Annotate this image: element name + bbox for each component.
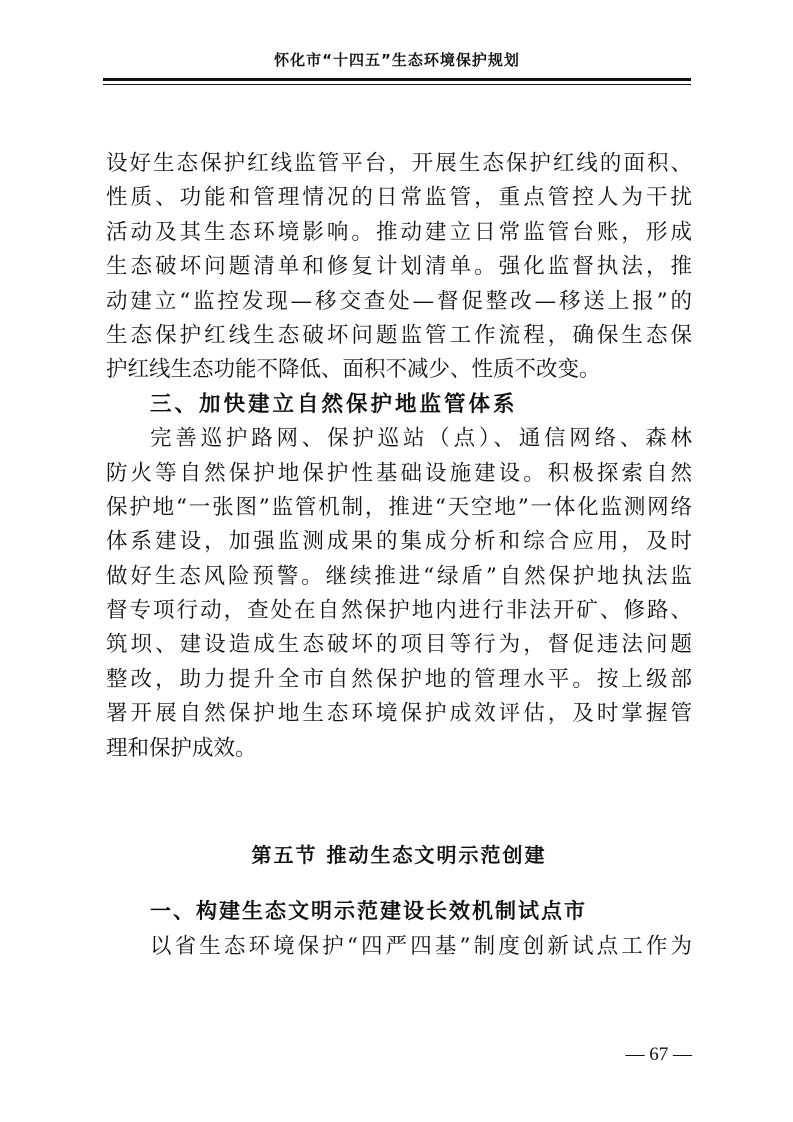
paragraph-line: 设好生态保护红线监管平台，开展生态保护红线的面积、 (106, 151, 692, 176)
paragraph-line: 防火等自然保护地保护性基础设施建设。积极探索自然 (106, 460, 692, 486)
paragraph-line: 生态保护红线生态破坏问题监管工作流程，确保生态保 (106, 322, 692, 348)
subsection-heading: 三、加快建立自然保护地监管体系 (150, 391, 518, 417)
paragraph-line: 做好生态风险预警。继续推进“绿盾”自然保护地执法监 (106, 563, 692, 589)
paragraph-line: 理和保护成效。 (106, 735, 257, 761)
header-rule-thin (103, 84, 691, 85)
body-text-final (150, 930, 692, 964)
body-text (106, 147, 692, 766)
paragraph-line: 整改，助力提升全市自然保护地的管理水平。按上级部 (106, 666, 692, 692)
paragraph-line: 生态破坏问题清单和修复计划清单。强化监督执法，推 (106, 254, 692, 280)
header-rule-thick (103, 78, 691, 81)
paragraph-line: 体系建设，加强监测成果的集成分析和综合应用，及时 (106, 529, 692, 555)
paragraph-line: 署开展自然保护地生态环境保护成效评估，及时掌握管 (106, 701, 692, 727)
paragraph-line: 护红线生态功能不降低、面积不减少、性质不改变。 (106, 357, 601, 383)
paragraph-line: 性质、功能和管理情况的日常监管，重点管控人为干扰 (106, 185, 692, 211)
paragraph-line: 动建立“监控发现—移交查处—督促整改—移送上报”的 (106, 288, 692, 314)
paragraph-line: 完善巡护路网、保护巡站（点）、通信网络、森林 (150, 426, 692, 452)
page-number: — 67 — (625, 1044, 692, 1065)
running-header: 怀化市“十四五”生态环境保护规划 (274, 51, 520, 69)
paragraph-line: 活动及其生态环境影响。推动建立日常监管台账，形成 (106, 219, 692, 245)
paragraph-line: 督专项行动，查处在自然保护地内进行非法开矿、修路、 (106, 598, 692, 624)
section-title: 第五节 推动生态文明示范创建 (251, 843, 547, 867)
paragraph-line: 以省生态环境保护“四严四基”制度创新试点工作为 (150, 934, 692, 959)
paragraph-line: 保护地“一张图”监管机制，推进“天空地”一体化监测网络 (106, 494, 692, 520)
subsection-heading: 一、构建生态文明示范建设长效机制试点市 (150, 899, 587, 923)
paragraph-line: 筑坝、建设造成生态破坏的项目等行为，督促违法问题 (106, 632, 692, 658)
